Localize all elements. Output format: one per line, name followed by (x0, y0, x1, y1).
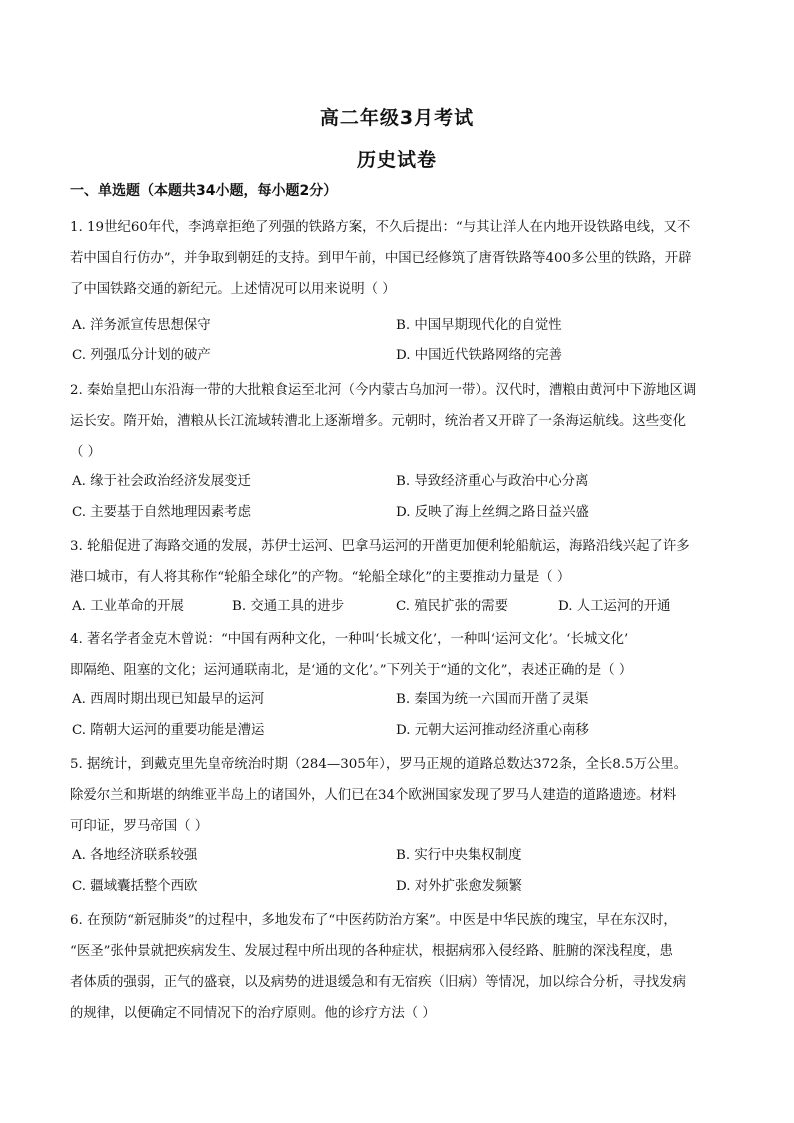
options-row (72, 690, 732, 710)
exam-subject: 历史试卷 (356, 149, 437, 171)
option-b[interactable]: B. 秦国为统一六国而开凿了灵渠 (396, 692, 589, 707)
question-text-line: 除爱尔兰和斯堪的纳维亚半岛上的诸国外，人们已在34个欧洲国家发现了罗马人建造的道路遗迹。材料 (70, 788, 677, 803)
option-a[interactable]: A. 各地经济联系较强 (72, 848, 198, 863)
option-c[interactable]: C. 列强瓜分计划的破产 (72, 348, 211, 363)
question-text-line: “医圣”张仲景就把疾病发生、发展过程中所出现的各种症状，根据病邪入侵经路、脏腑的深浅程度，患 (70, 944, 673, 959)
question-text-line: 港口城市，有人将其称作“轮船全球化”的产物。“轮船全球化”的主要推动力量是（ ） (70, 570, 571, 585)
question-3 (70, 531, 730, 593)
options-row (72, 846, 732, 866)
question-text-line: 了中国铁路交通的新纪元。上述情况可以用来说明（ ） (70, 282, 396, 297)
option-b[interactable]: B. 实行中央集权制度 (396, 848, 522, 863)
option-b[interactable]: B. 导致经济重心与政治中心分离 (396, 474, 589, 489)
option-c[interactable]: C. 主要基于自然地理因素考虑 (72, 505, 251, 520)
options-row (72, 597, 732, 617)
option-d[interactable]: D. 反映了海上丝绸之路日益兴盛 (396, 505, 589, 520)
question-6 (70, 905, 730, 1029)
question-text-line: 2. 秦始皇把山东沿海一带的大批粮食运至北河（今内蒙古乌加河一带）。汉代时，漕粮由黄河中下游地区调 (70, 383, 697, 398)
question-text-line: 5. 据统计，到戴克里先皇帝统治时期（284—305年），罗马正规的道路总数达372条，全长8.5万公里。 (70, 757, 688, 772)
question-text-line: 1. 19世纪60年代，李鸿章拒绝了列强的铁路方案，不久后提出：“与其让洋人在内地开设铁路电线，又不 (70, 220, 691, 235)
option-b[interactable]: B. 中国早期现代化的自觉性 (396, 318, 562, 333)
option-c[interactable]: C. 殖民扩张的需要 (396, 599, 509, 614)
option-a[interactable]: A. 西周时期出现已知最早的运河 (72, 692, 265, 707)
question-text-line: 的规律，以便确定不同情况下的治疗原则。他的诊疗方法（ ） (70, 1006, 436, 1021)
question-text-line: 即隔绝、阻塞的文化；运河通联南北，是‘通的文化’。”下列关于“通的文化”，表述正确的是（ ） (70, 663, 633, 678)
question-text-line: 3. 轮船促进了海路交通的发展，苏伊士运河、巴拿马运河的开凿更加便利轮船航运，海路沿线兴起了许多 (70, 539, 690, 554)
question-text-line: 者体质的强弱，正气的盛衰，以及病势的进退缓急和有无宿疾（旧病）等情况，加以综合分析，寻找发病 (70, 975, 686, 990)
question-text-line: 4. 著名学者金克木曾说：“中国有两种文化，一种叫‘长城文化’，一种叫‘运河文化’。‘长城文化’ (70, 632, 629, 647)
question-text-line: 6. 在预防“新冠肺炎”的过程中，多地发布了“中医药防治方案”。中医是中华民族的瑰宝，早在东汉时， (70, 913, 677, 928)
option-d[interactable]: D. 人工运河的开通 (558, 599, 671, 614)
options-row (72, 721, 732, 741)
options-row (72, 346, 732, 366)
options-row (72, 472, 732, 492)
option-a[interactable]: A. 洋务派宣传思想保守 (72, 318, 211, 333)
section-heading: 一、单选题（本题共34小题，每小题2分） (70, 183, 338, 199)
option-c[interactable]: C. 疆域囊括整个西欧 (72, 879, 198, 894)
exam-title: 高二年级3月考试 (319, 107, 475, 129)
option-d[interactable]: D. 对外扩张愈发频繁 (396, 879, 522, 894)
option-d[interactable]: D. 中国近代铁路网络的完善 (396, 348, 563, 363)
option-a[interactable]: A. 缘于社会政治经济发展变迁 (72, 474, 251, 489)
question-1 (70, 212, 730, 305)
option-b[interactable]: B. 交通工具的进步 (232, 599, 345, 614)
options-row (72, 877, 732, 897)
question-text-line: 若中国自行仿办”，并争取到朝廷的支持。到甲午前，中国已经修筑了唐胥铁路等400多公里的铁路，开辟 (70, 251, 692, 266)
question-text-line: 可印证，罗马帝国（ ） (70, 819, 209, 834)
question-4 (70, 624, 730, 686)
question-text-line: 运长安。隋开始，漕粮从长江流域转漕北上逐渐增多。元朝时，统治者又开辟了一条海运航线。这些变化 (70, 414, 686, 429)
option-a[interactable]: A. 工业革命的开展 (72, 599, 184, 614)
options-row (72, 503, 732, 523)
options-row (72, 316, 732, 336)
option-d[interactable]: D. 元朝大运河推动经济重心南移 (396, 723, 589, 738)
option-c[interactable]: C. 隋朝大运河的重要功能是漕运 (72, 723, 265, 738)
question-5 (70, 749, 730, 842)
question-text-line: （ ） (70, 445, 102, 460)
question-2 (70, 375, 730, 468)
